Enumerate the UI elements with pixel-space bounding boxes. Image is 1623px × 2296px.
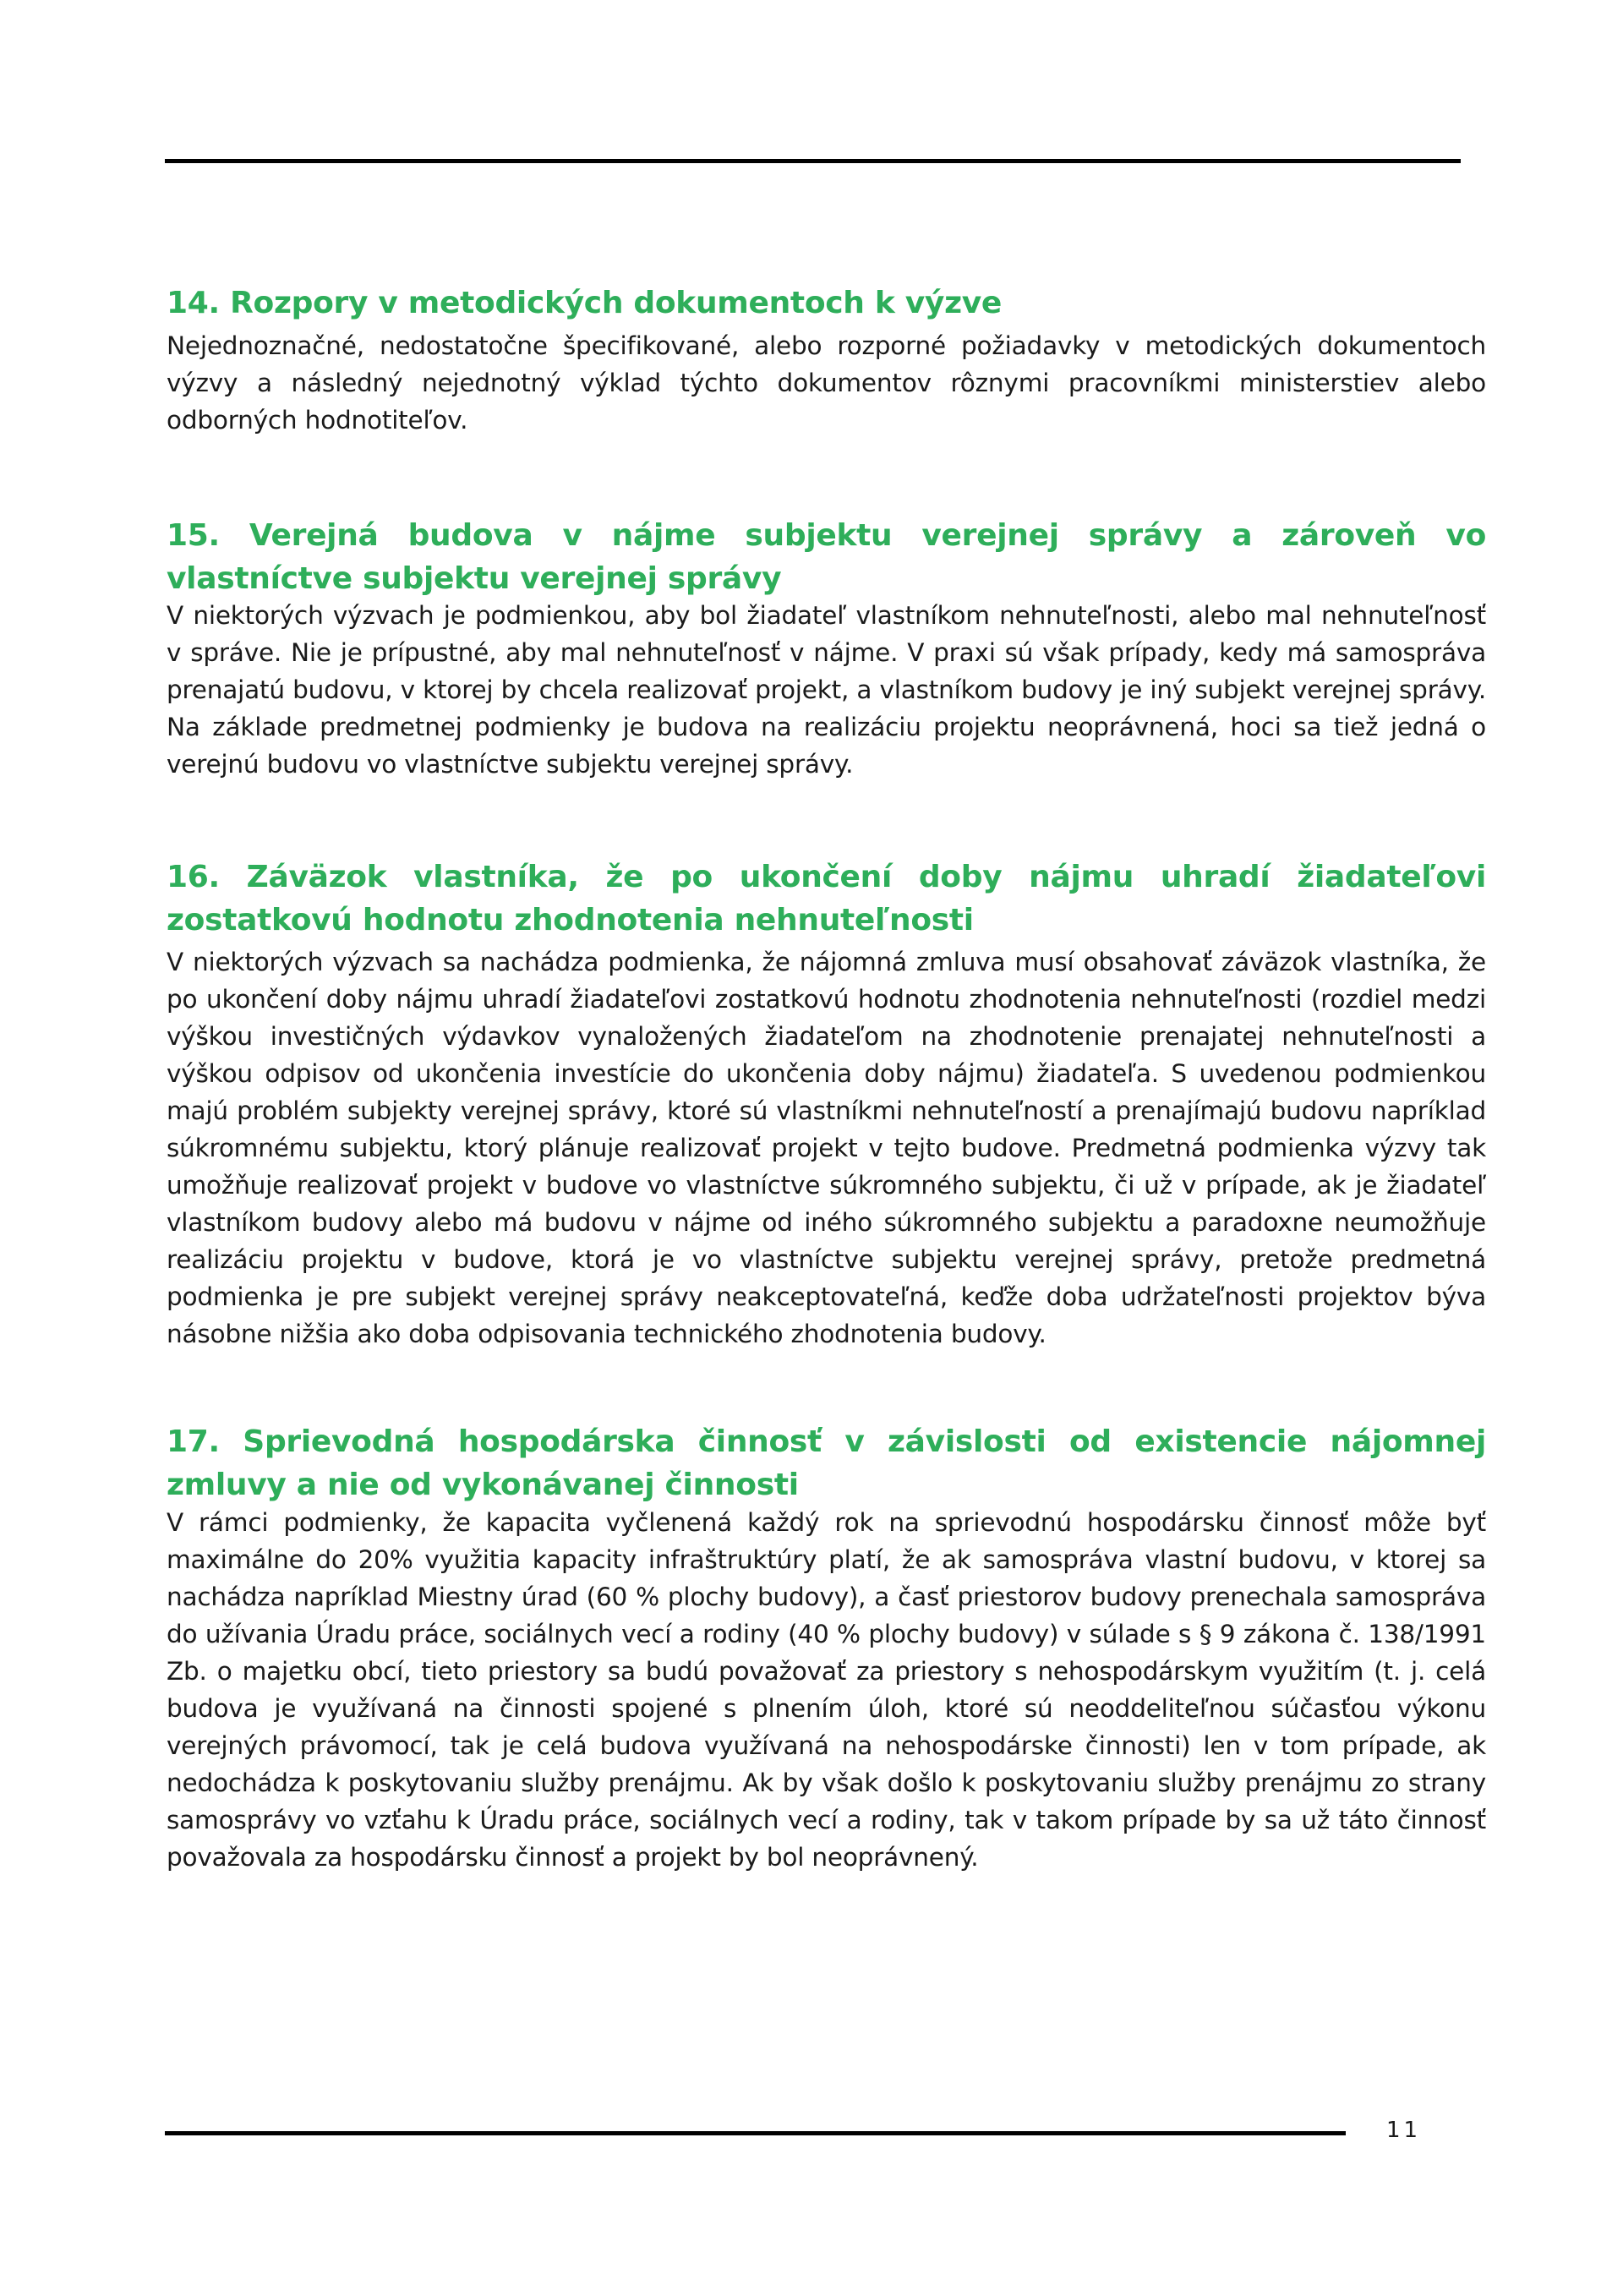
- section-body: V rámci podmienky, že kapacita vyčlenená každý rok na sprievodnú hospodársku činnosť môže byť maximálne do 20% využitia kapacity infraštruktúry platí, že ak samospráva vlastní budovu, v ktorej sa nachádza napríklad Miestny úrad (60 % plochy budovy), a časť priestorov budovy prenechala samospráva do užívania Úradu práce, sociálnych vecí a rodiny (40 % plochy budovy) v súlade s § 9 zákona č. 138/1991 Zb. o majetku obcí, tieto priestory sa budú považovať za priestory s nehospodárskym využitím (t. j. celá budova je využívaná na činnosti spojené s plnením úloh, ktoré sú neoddeliteľnou súčasťou výkonu verejných právomocí, tak je celá budova využívaná na nehospodárske činnosti) len v tom prípade, ak nedochádza k poskytovaniu služby prenájmu. Ak by však došlo k poskytovaniu služby prenájmu zo strany samosprávy vo vzťahu k Úradu práce, sociálnych vecí a rodiny, tak v takom prípade by sa už táto činnosť považovala za hospodársku činnosť a projekt by bol neoprávnený.: [167, 1508, 1486, 1872]
- section-heading: 14. Rozpory v metodických dokumentoch k výzve: [167, 286, 1003, 320]
- section-body: V niektorých výzvach sa nachádza podmienka, že nájomná zmluva musí obsahovať záväzok vlastníka, že po ukončení doby nájmu uhradí žiadateľovi zostatkovú hodnotu zhodnotenia nehnuteľnosti (rozdiel medzi výškou investičných výdavkov vynaložených žiadateľom na zhodnotenie prenajatej nehnuteľnosti a výškou odpisov od ukončenia investície do ukončenia doby nájmu) žiadateľa. S uvedenou podmienkou majú problém subjekty verejnej správy, ktoré sú vlastníkmi nehnuteľností a prenajímajú budovu napríklad súkromnému subjektu, ktorý plánuje realizovať projekt v tejto budove. Predmetná podmienka výzvy tak umožňuje realizovať projekt v budove vo vlastníctve súkromného subjektu, či už v prípade, ak je žiadateľ vlastníkom budovy alebo má budovu v nájme od iného súkromného subjektu a paradoxne neumožňuje realizáciu projektu v budove, ktorá je vo vlastníctve subjektu verejnej správy, pretože predmetná podmienka je pre subjekt verejnej správy neakceptovateľná, keďže doba udržateľnosti projektov býva násobne nižšia ako doba odpisovania technického zhodnotenia budovy.: [167, 948, 1486, 1348]
- header-rule: [165, 159, 1461, 163]
- section-heading: 15. Verejná budova v nájme subjektu verejnej správy a zároveň vo vlastníctve subjektu verejnej správy: [167, 518, 1486, 596]
- section-heading: 16. Záväzok vlastníka, že po ukončení doby nájmu uhradí žiadateľovi zostatkovú hodnotu zhodnotenia nehnuteľnosti: [167, 860, 1486, 938]
- section-heading: 17. Sprievodná hospodárska činnosť v závislosti od existencie nájomnej zmluvy a nie od vykonávanej činnosti: [167, 1424, 1486, 1502]
- section-body: Nejednoznačné, nedostatočne špecifikované, alebo rozporné požiadavky v metodických dokumentoch výzvy a následný nejednotný výklad týchto dokumentov rôznymi pracovníkmi ministerstiev alebo odborných hodnotiteľov.: [167, 331, 1486, 435]
- page-number: 11: [1386, 2118, 1422, 2143]
- section-body: V niektorých výzvach je podmienkou, aby bol žiadateľ vlastníkom nehnuteľnosti, alebo mal nehnuteľnosť v správe. Nie je prípustné, aby mal nehnuteľnosť v nájme. V praxi sú však prípady, kedy má samospráva prenajatú budovu, v ktorej by chcela realizovať projekt, a vlastníkom budovy je iný subjekt verejnej správy. Na základe predmetnej podmienky je budova na realizáciu projektu neoprávnená, hoci sa tiež jedná o verejnú budovu vo vlastníctve subjektu verejnej správy.: [167, 601, 1486, 779]
- footer-rule: [165, 2131, 1346, 2135]
